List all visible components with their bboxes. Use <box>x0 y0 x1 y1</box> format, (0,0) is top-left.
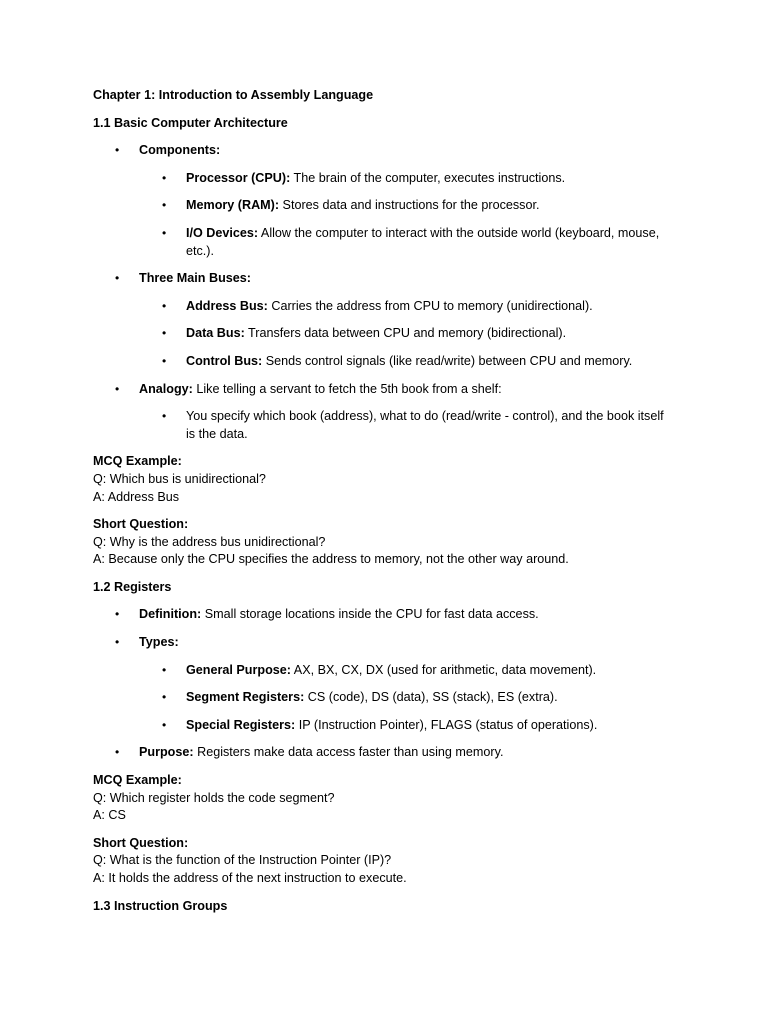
description: AX, BX, CX, DX (used for arithmetic, data movement). <box>290 662 597 677</box>
short-question-label: Short Question: <box>93 517 189 532</box>
bullet-icon: • <box>162 690 167 705</box>
list-item-cpu <box>93 170 668 188</box>
description: The brain of the computer, executes instructions. <box>290 170 566 185</box>
bullet-icon: • <box>162 662 167 677</box>
list-item-purpose <box>93 744 668 762</box>
list-item-memory <box>93 197 668 215</box>
list-item-analogy <box>93 381 668 399</box>
types-label: Types: <box>139 635 179 650</box>
term: Analogy: <box>139 381 193 396</box>
list-item-address-bus <box>93 298 668 316</box>
bullet-icon: • <box>162 717 167 732</box>
description: You specify which book (address), what to do (read/write - control), and the book itself is the data. <box>186 409 664 441</box>
bullet-icon: • <box>115 607 120 622</box>
bullet-icon: • <box>162 409 167 424</box>
bullet-icon: • <box>115 143 120 158</box>
chapter-title: Chapter 1: Introduction to Assembly Language <box>93 88 374 102</box>
bullet-icon: • <box>115 635 120 650</box>
list-item-definition <box>93 606 668 624</box>
short-question-q: Q: Why is the address bus unidirectional? <box>93 534 326 549</box>
term: Segment Registers: <box>186 690 305 705</box>
list-item-segment-registers <box>93 689 668 707</box>
architecture-list <box>93 142 668 443</box>
list-item-types <box>93 634 668 652</box>
list-item-data-bus <box>93 325 668 343</box>
description: IP (Instruction Pointer), FLAGS (status of operations). <box>295 717 598 732</box>
term: Address Bus: <box>186 298 268 313</box>
list-item-components <box>93 142 668 160</box>
bullet-icon: • <box>115 745 120 760</box>
term: General Purpose: <box>186 662 291 677</box>
section-title-architecture: 1.1 Basic Computer Architecture <box>93 115 288 130</box>
mcq-example <box>93 453 668 506</box>
short-question-q: Q: What is the function of the Instruction Pointer (IP)? <box>93 853 392 868</box>
bullet-icon: • <box>162 353 167 368</box>
term: Control Bus: <box>186 353 263 368</box>
description: CS (code), DS (data), SS (stack), ES (extra). <box>304 690 558 705</box>
description: Carries the address from CPU to memory (unidirectional). <box>267 298 593 313</box>
mcq-question: Q: Which register holds the code segment? <box>93 790 335 805</box>
bullet-icon: • <box>115 271 120 286</box>
mcq-label: MCQ Example: <box>93 773 182 788</box>
mcq-question: Q: Which bus is unidirectional? <box>93 471 266 486</box>
document-body <box>93 87 668 925</box>
description: Like telling a servant to fetch the 5th book from a shelf: <box>192 381 502 396</box>
mcq-answer: A: Address Bus <box>93 489 180 504</box>
short-question-a: A: It holds the address of the next instruction to execute. <box>93 871 407 885</box>
mcq-label: MCQ Example: <box>93 454 182 469</box>
list-item-general-purpose <box>93 662 668 680</box>
registers-list <box>93 606 668 762</box>
term: Purpose: <box>139 745 194 760</box>
description: Transfers data between CPU and memory (bidirectional). <box>244 326 567 341</box>
description: Allow the computer to interact with the outside world (keyboard, mouse, etc.). <box>186 225 660 258</box>
bullet-icon: • <box>162 326 167 341</box>
short-question-label: Short Question: <box>93 835 189 850</box>
bullet-icon: • <box>162 298 167 313</box>
section-title-registers: 1.2 Registers <box>93 579 172 594</box>
bullet-icon: • <box>115 381 120 396</box>
list-item-io-devices <box>93 225 668 260</box>
short-question <box>93 835 668 888</box>
short-question <box>93 516 668 569</box>
description: Stores data and instructions for the processor. <box>279 198 540 213</box>
description: Small storage locations inside the CPU for fast data access. <box>201 607 539 622</box>
term: Data Bus: <box>186 326 245 341</box>
mcq-answer: A: CS <box>93 808 126 823</box>
term: I/O Devices: <box>186 225 259 240</box>
term: Definition: <box>139 607 202 622</box>
description: Registers make data access faster than using memory. <box>193 745 504 760</box>
section-title-instruction-groups: 1.3 Instruction Groups <box>93 898 228 913</box>
list-item-analogy-detail <box>93 408 668 443</box>
description: Sends control signals (like read/write) between CPU and memory. <box>262 353 633 368</box>
bullet-icon: • <box>162 198 167 213</box>
term: Processor (CPU): <box>186 170 291 185</box>
list-item-control-bus <box>93 353 668 371</box>
buses-label: Three Main Buses: <box>139 271 251 286</box>
term: Special Registers: <box>186 717 296 732</box>
term: Memory (RAM): <box>186 198 280 213</box>
list-item-buses <box>93 270 668 288</box>
list-item-special-registers <box>93 717 668 735</box>
bullet-icon: • <box>162 225 167 240</box>
short-question-a: A: Because only the CPU specifies the address to memory, not the other way around. <box>93 552 569 567</box>
components-label: Components: <box>139 143 221 158</box>
mcq-example <box>93 772 668 825</box>
bullet-icon: • <box>162 170 167 185</box>
